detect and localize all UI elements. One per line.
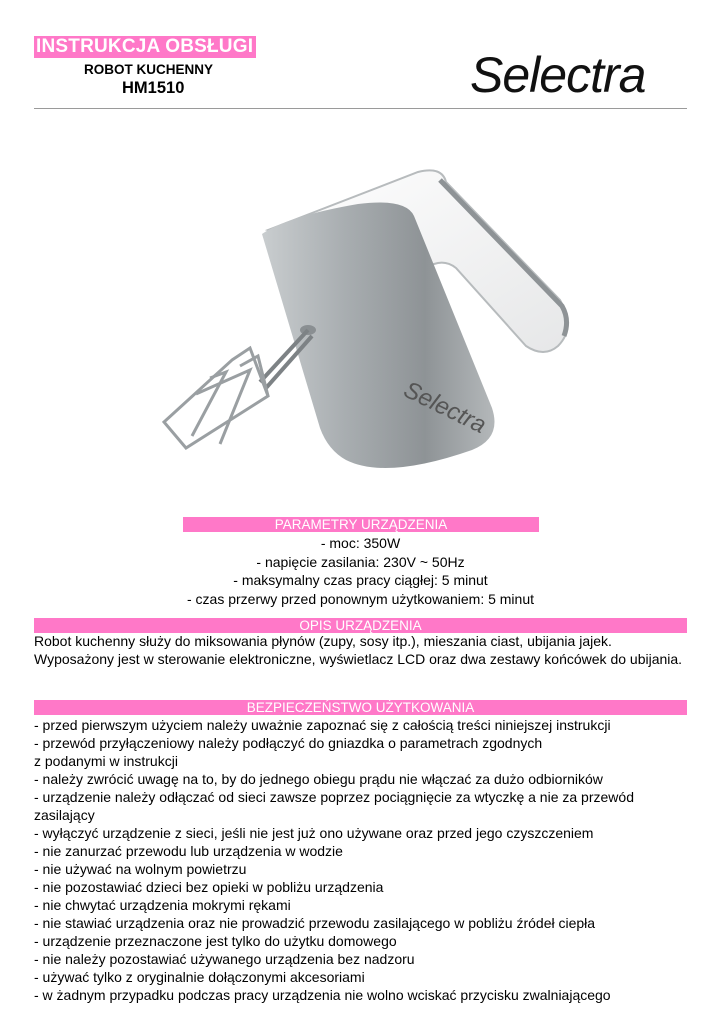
header-divider: [34, 108, 687, 109]
manual-title: INSTRUKCJA OBSŁUGI: [34, 36, 256, 58]
safety-item: - nie należy pozostawiać używanego urządzenia bez nadzoru: [34, 951, 415, 967]
safety-item: - należy zwrócić uwagę na to, by do jednego obiegu prądu nie włączać za dużo odbiorników: [34, 771, 603, 787]
safety-item: - nie stawiać urządzenia oraz nie prowadzić przewodu zasilającego w pobliżu źródeł ciepła: [34, 915, 596, 931]
mixer-brand-text: Selectra: [399, 376, 491, 439]
param-max-runtime: - maksymalny czas pracy ciągłej: 5 minut: [233, 572, 488, 588]
safety-heading: BEZPIECZEŃSTWO UŻYTKOWANIA: [34, 700, 687, 715]
safety-item: - nie pozostawiać dzieci bez opieki w pobliżu urządzenia: [34, 879, 384, 895]
logo-text: Selectra: [470, 47, 646, 102]
params-heading: PARAMETRY URZĄDZENIA: [183, 517, 539, 532]
safety-item: - nie zanurzać przewodu lub urządzenia w wodzie: [34, 843, 343, 859]
product-category: ROBOT KUCHENNY: [84, 62, 214, 77]
param-break-time: - czas przerwy przed ponownym użytkowaniem: 5 minut: [186, 590, 535, 607]
selectra-logo: [466, 44, 678, 102]
safety-list: [34, 716, 687, 1004]
safety-item: - urządzenie przeznaczone jest tylko do użytku domowego: [34, 933, 397, 949]
safety-item: - nie chwytać urządzenia mokrymi rękami: [34, 897, 291, 913]
description-heading: OPIS URZĄDZENIA: [34, 618, 687, 633]
param-power: - moc: 350W: [320, 535, 401, 551]
safety-item: zasilający: [34, 807, 95, 823]
params-list: [34, 534, 687, 608]
safety-item: - urządzenie należy odłączać od sieci zawsze poprzez pociągnięcie za wtyczkę a nie za przewód: [34, 789, 634, 805]
safety-item: - przewód przyłączeniowy należy podłączyć do gniazdka o parametrach zgodnych: [34, 735, 543, 751]
param-voltage: - napięcie zasilania: 230V ~ 50Hz: [256, 553, 465, 570]
description-paragraph-1: Robot kuchenny służy do miksowania płynów (zupy, sosy itp.), mieszania ciast, ubijania jajek.: [34, 633, 612, 649]
description-paragraph-2: Wyposażony jest w sterowanie elektroniczne, wyświetlacz LCD oraz dwa zestawy końcówek do ubijania.: [34, 651, 683, 667]
description-text: [34, 632, 687, 668]
safety-item: - używać tylko z oryginalnie dołączonymi akcesoriami: [34, 969, 365, 985]
safety-item: z podanymi w instrukcji: [34, 753, 178, 769]
safety-item: - przed pierwszym użyciem należy uważnie zapoznać się z całością treści niniejszej instrukcji: [34, 717, 611, 733]
safety-item: - w żadnym przypadku podczas pracy urządzenia nie wolno wciskać przycisku zwalniającego: [34, 987, 611, 1003]
safety-item: - nie używać na wolnym powietrzu: [34, 861, 247, 877]
safety-item: - wyłączyć urządzenie z sieci, jeśli nie jest już ono używane oraz przed jego czyszczeniem: [34, 825, 594, 841]
hand-mixer-image: [150, 160, 590, 480]
model-number: HM1510: [122, 79, 185, 97]
